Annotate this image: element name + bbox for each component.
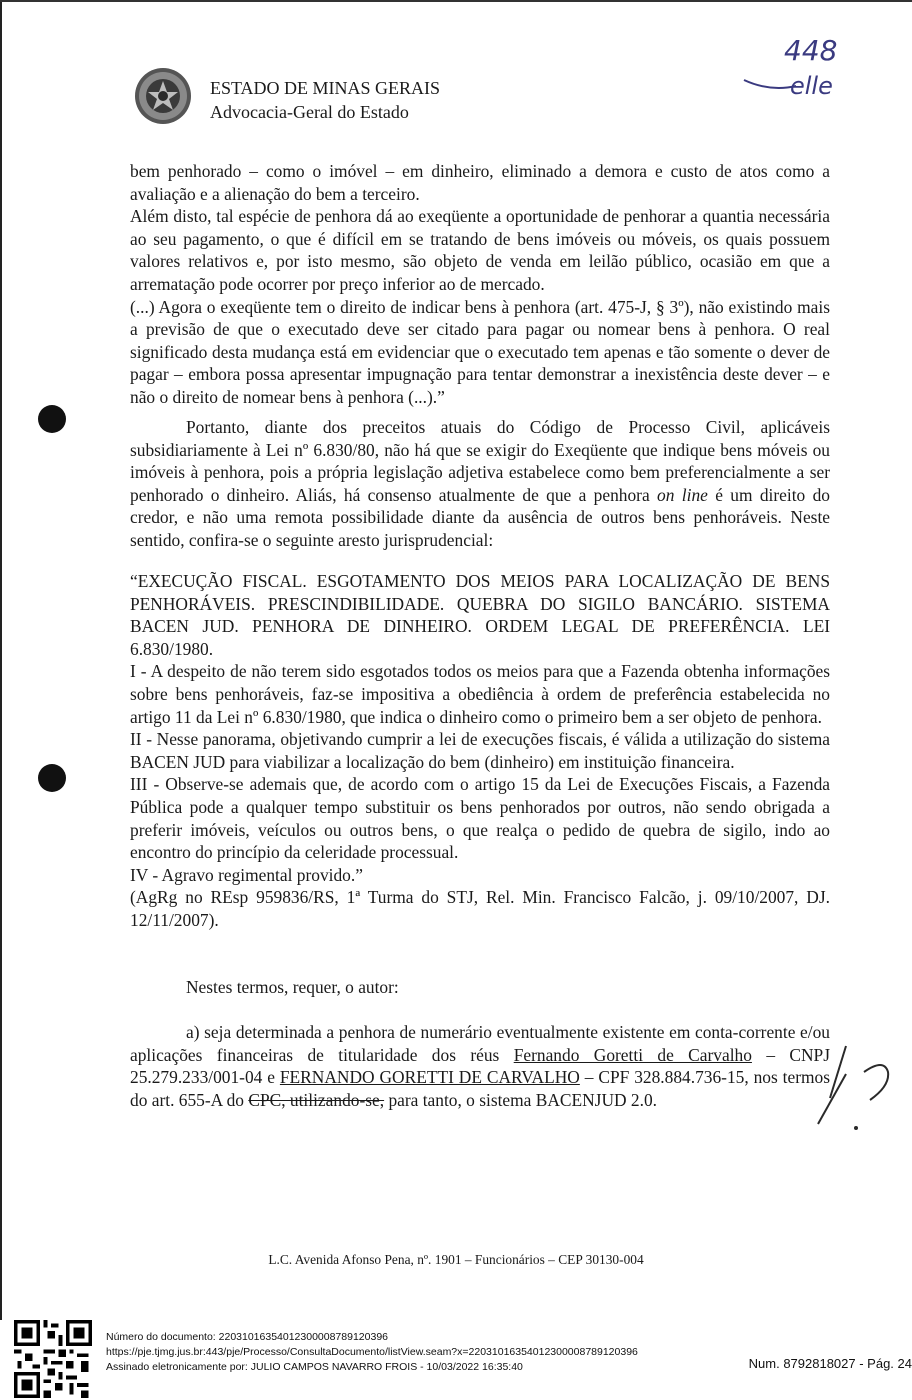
page-edge-left (0, 0, 2, 1320)
struck-text: CPC, utilizando-se, (248, 1089, 385, 1110)
document-number: Número do documento: 22031016354012300008789120396 (106, 1331, 388, 1343)
page-mark-number: 448 (784, 34, 838, 67)
electronic-signature-info (106, 1330, 638, 1375)
page-edge-top (0, 0, 912, 2)
argument-paragraph: Portanto, diante dos preceitos atuais do Código de Processo Civil, aplicáveis subsidiariamente à Lei nº 6.830/80, não há que se exigir do Exeqüente que indique bens móveis ou imóveis à penhora, pois a própria legislação adjetiva estabelece como bem preferencialmente a ser penhorado o dinheiro. Aliás, há consenso atualmente de que a penhora on line é um direito do credor, e não uma remota possibilidade diante da ausência de outros bens penhoráveis. Neste sentido, confira-se o seguinte aresto jurisprudencial: (130, 417, 830, 550)
case-citation: (AgRg no REsp 959836/RS, 1ª Turma do STJ, Rel. Min. Francisco Falcão, j. 09/10/2007, DJ. 12/11/2007). (130, 887, 830, 930)
signed-by: Assinado eletronicamente por: JULIO CAMPOS NAVARRO FROIS - 10/03/2022 16:35:40 (106, 1361, 523, 1373)
punch-hole (38, 764, 66, 792)
quote-paragraph: bem penhorado – como o imóvel – em dinheiro, eliminado a demora e custo de atos como a avaliação e a alienação do bem a terceiro. (130, 161, 830, 204)
document-header (210, 76, 440, 124)
ementa-item: IV - Agravo regimental provido.” (130, 864, 363, 885)
ementa-item: III - Observe-se ademais que, de acordo com o artigo 15 da Lei de Execuções Fiscais, a Fazenda Pública pode a qualquer tempo substituir os bens penhorados por outros, não sendo obrigada a preferir imóveis, veículos ou outros bens, o que realça o pedido de quebra de sigilo, indo ao encontro do princípio da celeridade processual. (130, 774, 830, 863)
document-url: https://pje.tjmg.jus.br:443/pje/Processo/ConsultaDocumento/listView.seam?x=22031016354012300008789120396 (106, 1346, 638, 1358)
handwritten-page-number (740, 32, 870, 104)
request-intro-text: Nestes termos, requer, o autor: (186, 977, 399, 997)
quote-paragraph: (...) Agora o exeqüente tem o direito de indicar bens à penhora (art. 475-J, § 3º), não existindo mais a previsão de que o executado deve ser citado para pagar ou nomear bens à penhora. O real significado desta mudança está em evidenciar que o executado tem apenas e tão somente o dever de pagar – embora possa apresentar impugnação para tentar demonstrar a inexistência deste dever – e não o direito de nomear bens à penhora (...).” (130, 296, 830, 407)
quoted-doctrine (130, 160, 830, 409)
defendant-name: Fernando Goretti de Carvalho (513, 1044, 752, 1065)
agency-name: Advocacia-Geral do Estado (210, 102, 409, 122)
page-number: Num. 8792818027 - Pág. 24 (748, 1356, 912, 1371)
jurisprudence-block (130, 570, 830, 932)
defendant-name: FERNANDO GORETTI DE CARVALHO (279, 1067, 580, 1088)
punch-hole (38, 405, 66, 433)
coat-of-arms-icon (133, 66, 193, 126)
request-intro (130, 976, 830, 999)
request-item-a (130, 1021, 830, 1111)
state-name: ESTADO DE MINAS GERAIS (210, 78, 441, 98)
quote-paragraph: Além disto, tal espécie de penhora dá ao exeqüente a oportunidade de penhorar a quantia necessária ao seu pagamento, o que é difícil em se tratando de bens imóveis ou móveis, os quais possuem valores relativos e, por isto mesmo, são objeto de venda em leilão público, ocasião em que a arrematação pode ocorrer por preço inferior ao de mercado. (130, 206, 830, 294)
ementa-item: I - A despeito de não terem sido esgotados todos os meios para que a Fazenda obtenha informações sobre bens penhoráveis, faz-se impositiva a obediência à ordem de preferência estabelecida no artigo 11 da Lei nº 6.830/1980, que indica o dinheiro como o primeiro bem a ser objeto de penhora. (130, 661, 830, 727)
qr-code-icon (14, 1320, 92, 1398)
request-paragraph: a) seja determinada a penhora de numerário eventualmente existente em conta-corrente e/ou aplicações financeiras de titularidade dos réus Fernando Goretti de Carvalho – CNPJ 25.279.233/001-04 e FERNANDO GORETTI DE CARVALHO – CPF 328.884.736-15, nos termos do art. 655-A do CPC, utilizando-se, para tanto, o sistema BACENJUD 2.0. (130, 1022, 830, 1110)
footer-address: L.C. Avenida Afonso Pena, nº. 1901 – Funcionários – CEP 30130-004 (268, 1252, 644, 1267)
ementa-heading: “EXECUÇÃO FISCAL. ESGOTAMENTO DOS MEIOS PARA LOCALIZAÇÃO DE BENS PENHORÁVEIS. PRESCINDIBILIDADE. QUEBRA DO SIGILO BANCÁRIO. SISTEMA BACEN JUD. PENHORA DE DINHEIRO. ORDEM LEGAL DE PREFERÊNCIA. LEI 6.830/1980. (130, 571, 830, 659)
handwritten-margin-mark (812, 1038, 898, 1138)
argument-section (130, 416, 830, 552)
emphasis-online: on line (657, 484, 708, 505)
page-mark-initials: elle (790, 72, 833, 100)
ementa-item: II - Nesse panorama, objetivando cumprir a lei de execuções fiscais, é válida a utilização do sistema BACEN JUD para viabilizar a localização do bem (dinheiro) em instituição financeira. (130, 729, 830, 772)
